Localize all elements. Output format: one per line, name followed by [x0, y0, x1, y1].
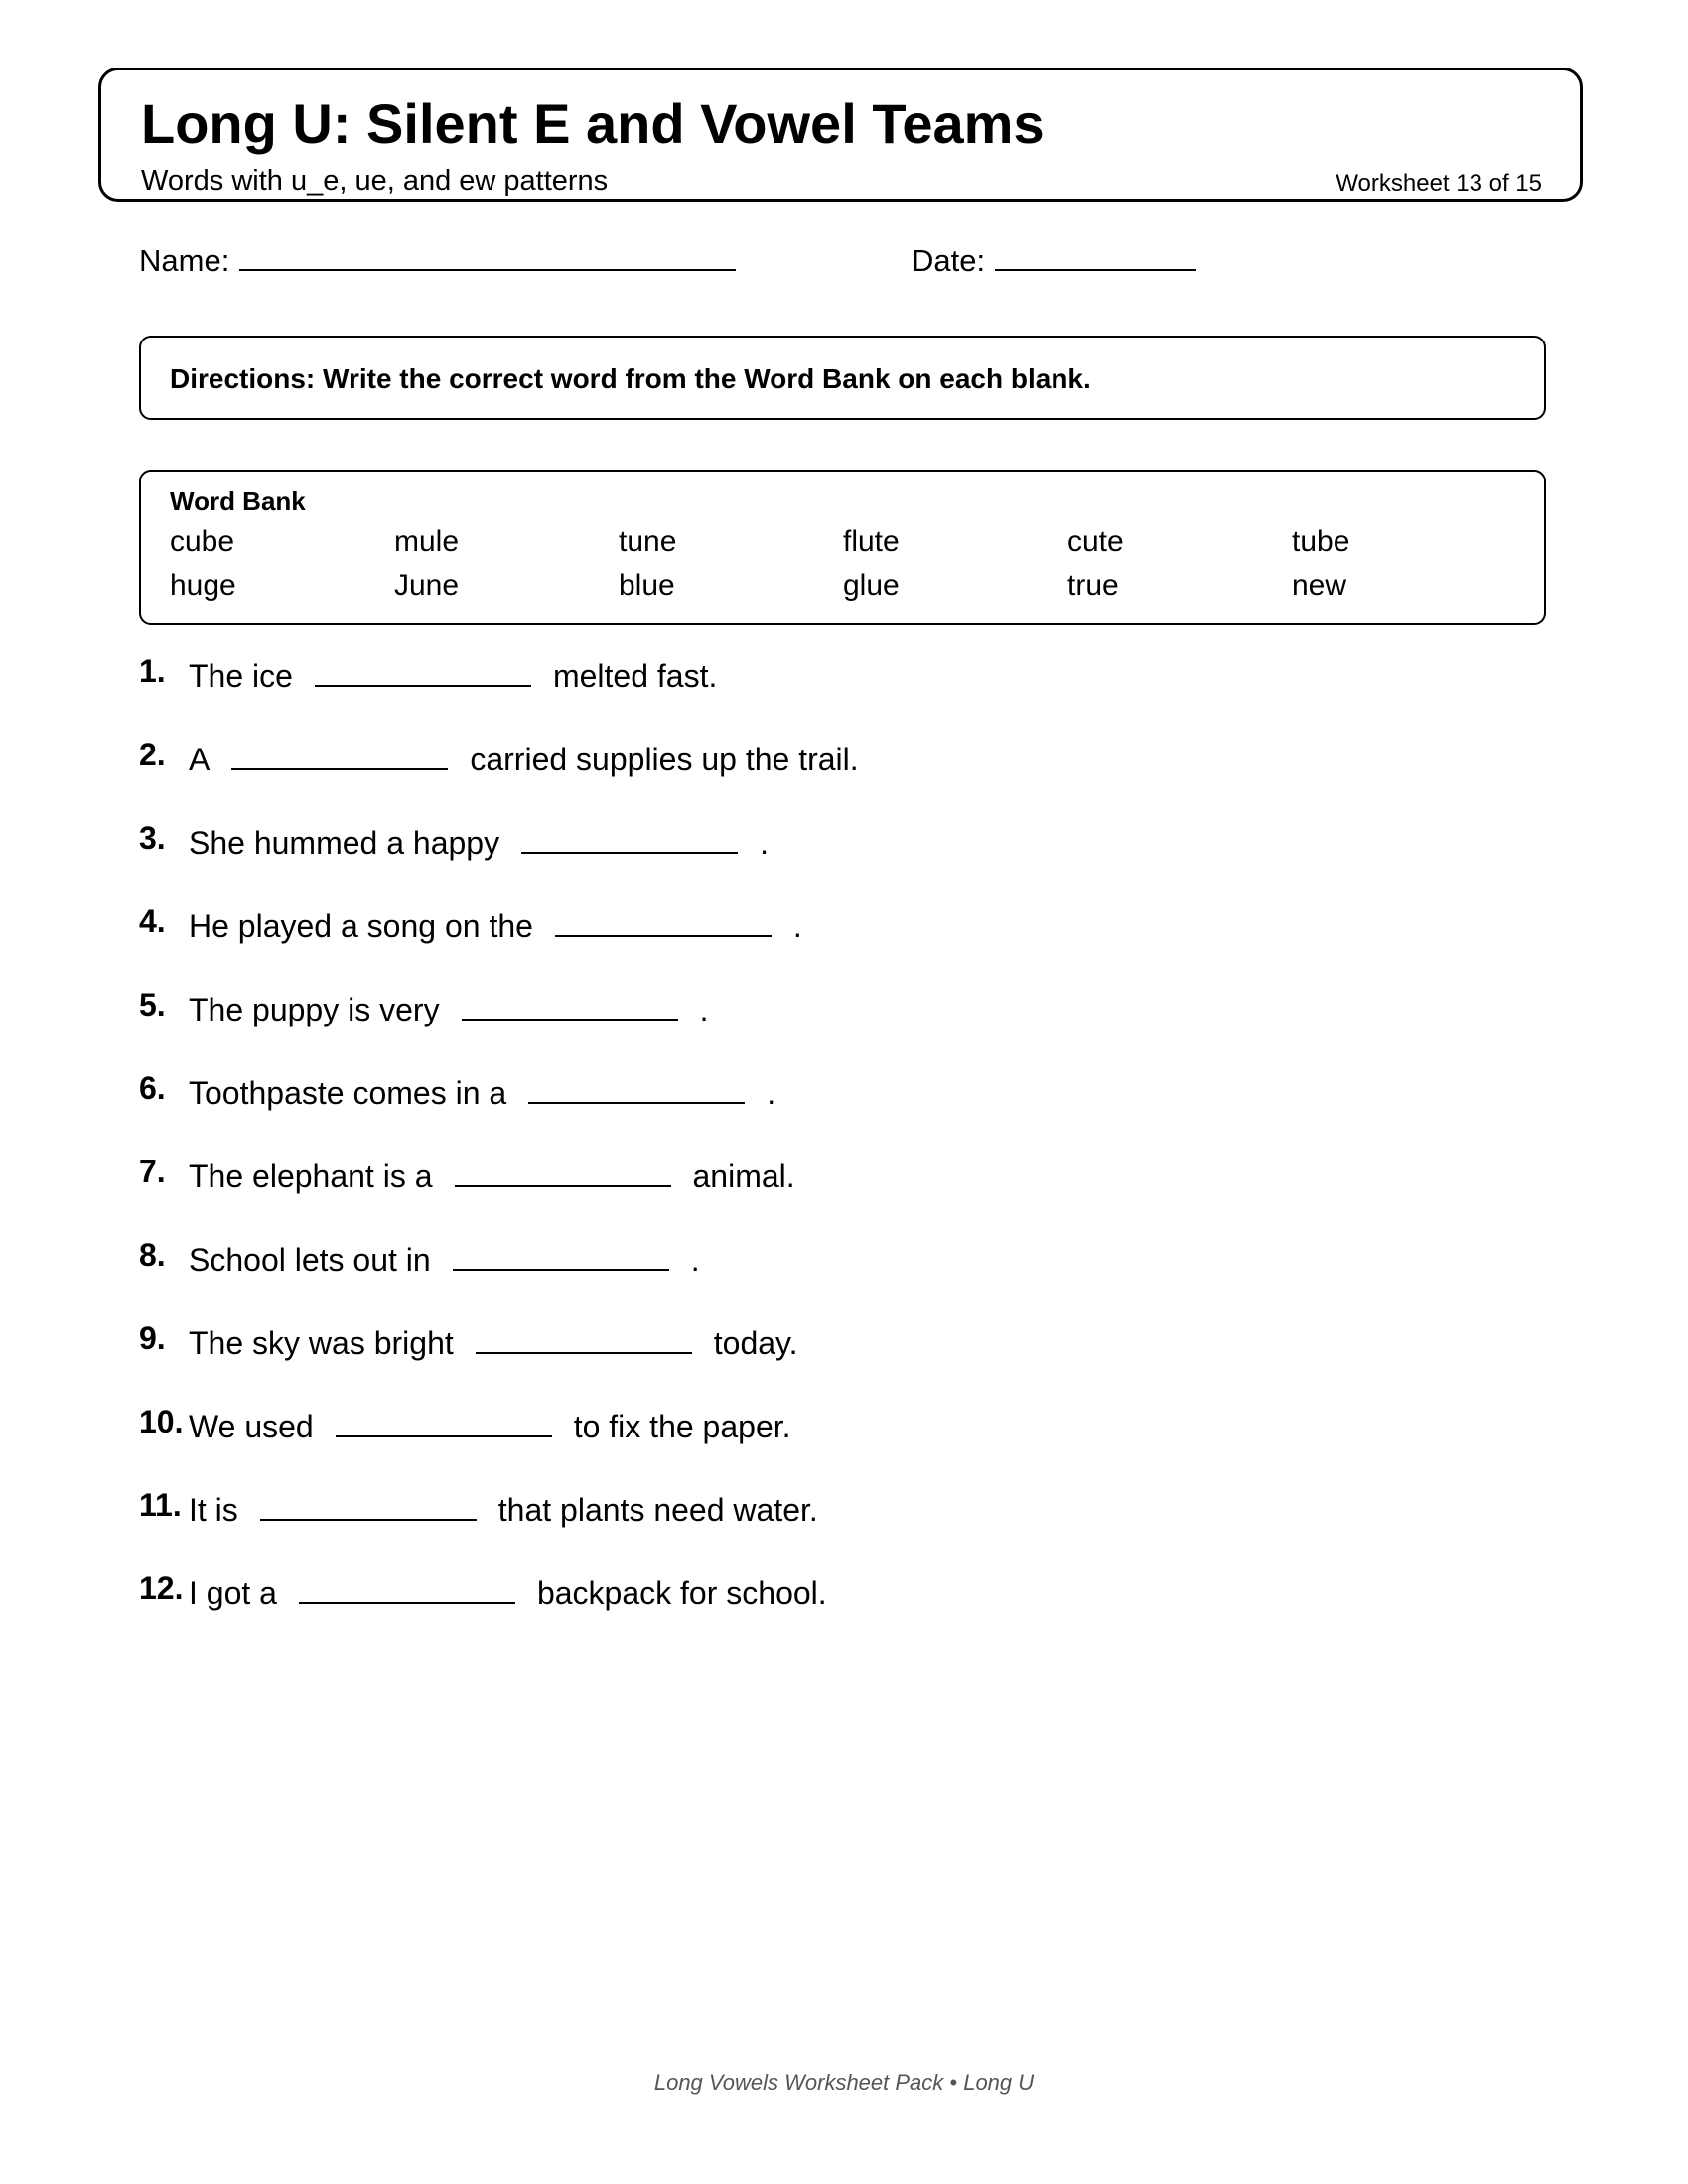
question-item: [139, 1239, 1529, 1322]
question-text-after: carried supplies up the trail.: [470, 742, 859, 777]
question-number: 9.: [139, 1320, 166, 1356]
answer-blank[interactable]: [476, 1322, 692, 1354]
question-item: [139, 739, 1529, 822]
question-number: 3.: [139, 820, 166, 856]
question-text-after: .: [690, 1242, 700, 1278]
word-bank-word: tube: [1292, 525, 1350, 558]
question-number: 12.: [139, 1570, 184, 1606]
question-item: [139, 1572, 1529, 1656]
word-bank-word: flute: [843, 525, 900, 558]
question-sentence: [189, 1239, 700, 1276]
question-text-before: I got a: [189, 1575, 277, 1611]
word-bank-word: cube: [170, 525, 235, 558]
word-bank-word: new: [1292, 569, 1347, 602]
answer-blank[interactable]: [521, 822, 738, 854]
question-sentence: [189, 1406, 791, 1442]
word-bank-grid: [170, 527, 1516, 614]
word-bank-word: blue: [619, 569, 675, 602]
question-text-before: The elephant is a: [189, 1159, 433, 1194]
question-sentence: [189, 1489, 818, 1526]
answer-blank[interactable]: [299, 1572, 515, 1604]
question-item: [139, 655, 1529, 739]
word-bank-word: glue: [843, 569, 900, 602]
question-number: 10.: [139, 1404, 184, 1439]
question-text-after: .: [792, 908, 802, 944]
question-number: 1.: [139, 653, 166, 689]
question-text-before: The sky was bright: [189, 1325, 454, 1361]
date-label: Date:: [912, 243, 986, 278]
word-bank-word: true: [1067, 569, 1119, 602]
question-text-before: The puppy is very: [189, 992, 440, 1027]
question-item: [139, 905, 1529, 989]
question-number: 7.: [139, 1154, 166, 1189]
question-text-after: that plants need water.: [497, 1492, 818, 1528]
answer-blank[interactable]: [555, 905, 772, 937]
question-item: [139, 1489, 1529, 1572]
word-bank-title: Word Bank: [170, 486, 306, 516]
question-text-after: animal.: [692, 1159, 795, 1194]
question-number: 5.: [139, 987, 166, 1023]
worksheet-number: Worksheet 13 of 15: [1336, 170, 1542, 197]
page-subtitle: Words with u_e, ue, and ew patterns: [141, 165, 609, 197]
question-item: [139, 1156, 1529, 1239]
word-bank-word: cute: [1067, 525, 1124, 558]
question-sentence: [189, 989, 708, 1025]
question-sentence: [189, 905, 802, 942]
answer-blank[interactable]: [260, 1489, 477, 1521]
answer-blank[interactable]: [336, 1406, 552, 1437]
date-field[interactable]: [912, 243, 1196, 276]
word-bank-word: huge: [170, 569, 236, 602]
question-text-after: .: [760, 825, 769, 861]
word-bank: [139, 470, 1546, 625]
question-number: 6.: [139, 1070, 166, 1106]
question-item: [139, 989, 1529, 1072]
question-number: 4.: [139, 903, 166, 939]
question-sentence: [189, 739, 859, 775]
question-text-before: He played a song on the: [189, 908, 533, 944]
word-bank-word: June: [394, 569, 460, 602]
question-list: [139, 655, 1529, 1656]
answer-blank[interactable]: [528, 1072, 745, 1104]
question-sentence: [189, 655, 717, 692]
question-sentence: [189, 822, 769, 859]
question-text-before: It is: [189, 1492, 238, 1528]
question-text-before: We used: [189, 1409, 314, 1444]
question-number: 11.: [139, 1487, 182, 1523]
name-field[interactable]: [139, 243, 736, 276]
answer-blank[interactable]: [455, 1156, 671, 1187]
header-box: [98, 68, 1583, 202]
question-number: 2.: [139, 737, 166, 772]
question-text-before: She hummed a happy: [189, 825, 500, 861]
answer-blank[interactable]: [462, 989, 678, 1021]
question-sentence: [189, 1322, 798, 1359]
question-text-before: Toothpaste comes in a: [189, 1075, 507, 1111]
question-text-after: backpack for school.: [536, 1575, 827, 1611]
question-sentence: [189, 1156, 795, 1192]
question-item: [139, 1322, 1529, 1406]
question-sentence: [189, 1072, 775, 1109]
question-text-before: School lets out in: [189, 1242, 431, 1278]
question-text-before: A: [189, 742, 211, 777]
answer-blank[interactable]: [231, 739, 448, 770]
page-title: Long U: Silent E and Vowel Teams: [141, 92, 1045, 155]
question-text-after: melted fast.: [552, 658, 718, 694]
date-blank[interactable]: [995, 243, 1196, 271]
answer-blank[interactable]: [453, 1239, 669, 1271]
question-item: [139, 1406, 1529, 1489]
answer-blank[interactable]: [315, 655, 531, 687]
question-number: 8.: [139, 1237, 166, 1273]
question-item: [139, 1072, 1529, 1156]
name-label: Name:: [139, 243, 230, 278]
word-bank-word: mule: [394, 525, 460, 558]
question-item: [139, 822, 1529, 905]
question-sentence: [189, 1572, 827, 1609]
word-bank-word: tune: [619, 525, 677, 558]
question-text-after: .: [767, 1075, 776, 1111]
directions-box: [139, 336, 1546, 420]
page-footer: Long Vowels Worksheet Pack • Long U: [653, 2070, 1035, 2095]
question-text-after: to fix the paper.: [573, 1409, 791, 1444]
question-text-after: today.: [713, 1325, 798, 1361]
name-blank[interactable]: [239, 243, 736, 271]
question-text-before: The ice: [189, 658, 293, 694]
directions-text: Directions: Write the correct word from the Word Bank on each blank.: [170, 363, 1091, 394]
question-text-after: .: [699, 992, 709, 1027]
